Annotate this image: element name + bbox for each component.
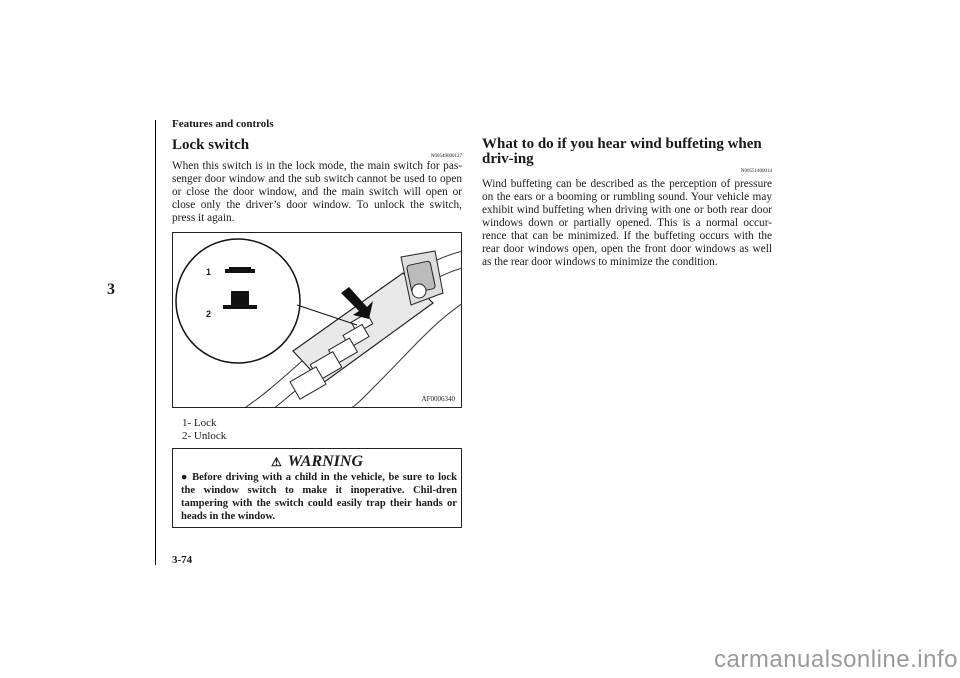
page-number: 3-74 [172, 554, 193, 566]
wind-buffeting-heading: What to do if you hear wind buffeting when driv-ing [482, 136, 762, 167]
figure-label-lock: 1 [206, 267, 212, 277]
section-number: 3 [107, 281, 115, 298]
running-header: Features and controls [172, 118, 274, 130]
warning-text-block [181, 471, 457, 523]
warning-box [172, 448, 462, 528]
section-divider [155, 120, 156, 565]
lock-switch-heading: Lock switch [172, 137, 250, 153]
wind-buffeting-paragraph: Wind buffeting can be described as the perception of pressure on the ears or a booming or rumbling sound. Your vehicle may exhibit wind buffeting when driving with one or both rear door windows down or partially opened. This is a normal occur-rence that can be minimized. If the buffeting occurs with the rear door windows open, open the front door windows as well as the rear door windows to minimize the condition. [482, 178, 772, 268]
watermark: carmanualsonline.info [714, 646, 958, 673]
warning-text: Before driving with a child in the vehicle, be sure to lock the window switch to make it inoperative. Chil-dren tampering with the switch could easily trap their hands or heads in the window. [181, 472, 457, 522]
warning-bullet-icon: ● [181, 472, 189, 483]
warning-title-text: WARNING [287, 453, 364, 470]
wind-buffeting-code: N00551400014 [740, 169, 772, 174]
lock-switch-code: N00549000127 [430, 154, 462, 159]
legend-item-lock: 1- Lock [182, 417, 217, 429]
legend-item-unlock: 2- Unlock [182, 430, 227, 442]
warning-triangle-icon: ⚠ [270, 455, 282, 469]
warning-title [173, 453, 461, 471]
window-switch-figure [172, 232, 462, 408]
window-switch-illustration [173, 233, 462, 408]
lock-switch-paragraph: When this switch is in the lock mode, the main switch for pas-senger door window and the sub switch cannot be used to open or close the door window, and the main switch will open or close only the driver’s door window. To unlock the switch, press it again. [172, 160, 462, 224]
figure-label-unlock: 2 [206, 309, 212, 319]
figure-code: AF0006340 [421, 395, 455, 403]
